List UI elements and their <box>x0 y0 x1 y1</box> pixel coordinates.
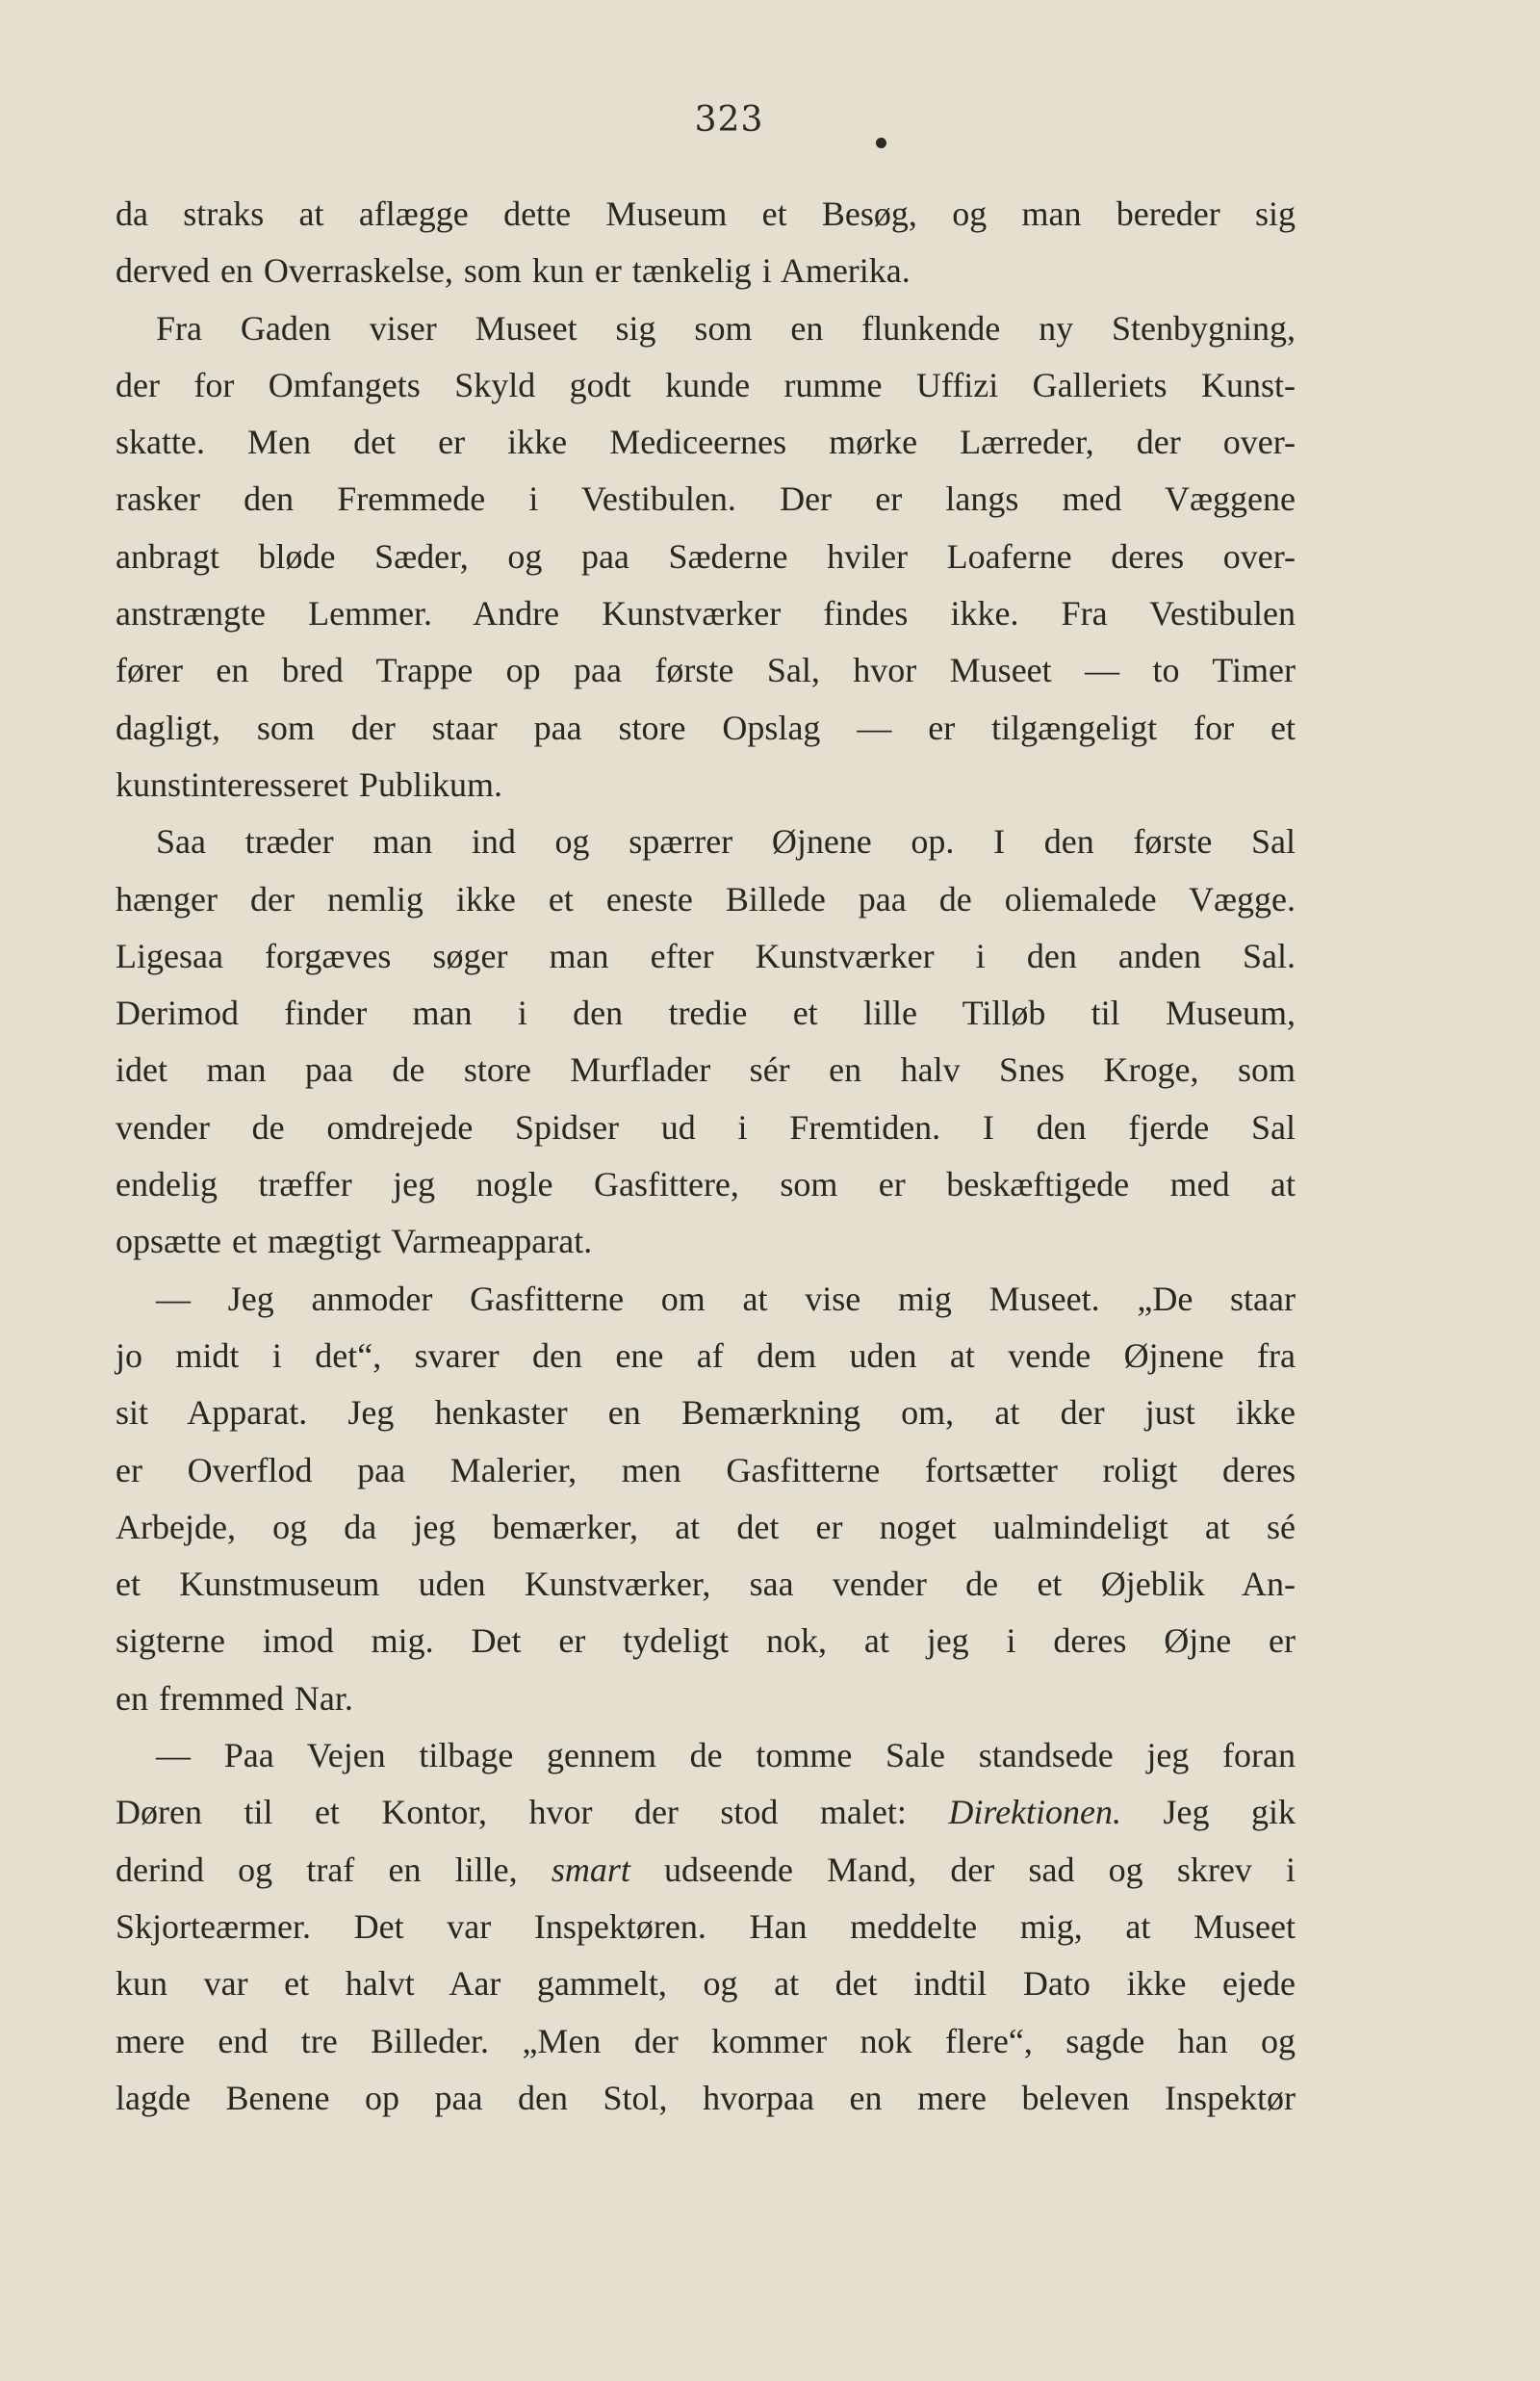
text-line: kun var et halvt Aar gammelt, og at det indtil Dato ikke ejede <box>116 1964 1296 2004</box>
text-segment: Døren til et Kontor, hvor der stod malet: <box>116 1793 949 1832</box>
text-line: Skjorteærmer. Det var Inspektøren. Han meddelte mig, at Museet <box>116 1906 1296 1946</box>
text-line: skatte. Men det er ikke Mediceernes mørke Lærreder, der over- <box>116 423 1296 462</box>
text-line: Saa træder man ind og spærrer Øjnene op. I den første Sal <box>156 822 1296 862</box>
text-line: fører en bred Trappe op paa første Sal, hvor Museet — to Timer <box>116 651 1296 690</box>
text-segment: Jeg gik <box>1121 1793 1296 1832</box>
text-line <box>116 1842 1296 1899</box>
italic-text: smart <box>551 1850 630 1889</box>
text-line: jo midt i det“, svarer den ene af dem uden at vende Øjnene fra <box>116 1335 1296 1375</box>
text-segment: derind og traf en lille, <box>116 1850 552 1889</box>
text-line: anstrængte Lemmer. Andre Kunstværker findes ikke. Fra Vestibulen <box>116 594 1296 634</box>
text-line: vender de omdrejede Spidser ud i Fremtiden. I den fjerde Sal <box>116 1107 1296 1147</box>
text-line: mere end tre Billeder. „Men der kommer nok flere“, sagde han og <box>116 2021 1296 2060</box>
text-line: da straks at aflægge dette Museum et Besøg, og man bereder sig <box>116 194 1296 233</box>
body-text <box>116 186 1296 2127</box>
text-line: Derimod finder man i den tredie et lille Tilløb til Museum, <box>116 994 1296 1033</box>
text-line: idet man paa de store Murflader sér en halv Snes Kroge, som <box>116 1050 1296 1090</box>
text-line: dagligt, som der staar paa store Opslag — er tilgængeligt for et <box>116 708 1296 747</box>
text-line: en fremmed Nar. <box>116 1678 353 1718</box>
text-line: Fra Gaden viser Museet sig som en flunkende ny Stenbygning, <box>156 308 1296 348</box>
text-line: et Kunstmuseum uden Kunstværker, saa vender de et Øjeblik An- <box>116 1565 1296 1604</box>
text-line: kunstinteresseret Publikum. <box>116 764 502 804</box>
text-line: — Jeg anmoder Gasfitterne om at vise mig Museet. „De staar <box>156 1279 1296 1318</box>
italic-text: Direktionen. <box>948 1793 1122 1832</box>
text-line: derved en Overraskelse, som kun er tænkelig i Amerika. <box>116 251 911 291</box>
text-line: Arbejde, og da jeg bemærker, at det er noget ualmindeligt at sé <box>116 1507 1296 1546</box>
text-line: der for Omfangets Skyld godt kunde rumme Uffizi Galleriets Kunst- <box>116 365 1296 404</box>
page-number: 323 <box>694 100 764 140</box>
text-line: sigterne imod mig. Det er tydeligt nok, at jeg i deres Øjne er <box>116 1621 1296 1661</box>
text-line: sit Apparat. Jeg henkaster en Bemærkning om, at der just ikke <box>116 1393 1296 1433</box>
text-line: er Overflod paa Malerier, men Gasfitterne fortsætter roligt deres <box>116 1450 1296 1489</box>
text-line <box>116 1784 1296 1841</box>
ink-dot <box>876 138 886 148</box>
text-segment: udseende Mand, der sad og skrev i <box>629 1850 1296 1889</box>
text-line: endelig træffer jeg nogle Gasfittere, som er beskæftigede med at <box>116 1165 1296 1204</box>
text-line: — Paa Vejen tilbage gennem de tomme Sale standsede jeg foran <box>156 1736 1296 1775</box>
text-line: Ligesaa forgæves søger man efter Kunstværker i den anden Sal. <box>116 936 1296 975</box>
text-line: opsætte et mægtigt Varmeapparat. <box>116 1222 593 1261</box>
text-line: lagde Benene op paa den Stol, hvorpaa en mere beleven Inspektør <box>116 2078 1296 2117</box>
text-line: rasker den Fremmede i Vestibulen. Der er langs med Væggene <box>116 479 1296 519</box>
text-line: anbragt bløde Sæder, og paa Sæderne hviler Loaferne deres over- <box>116 536 1296 576</box>
text-line: hænger der nemlig ikke et eneste Billede paa de oliemalede Vægge. <box>116 879 1296 919</box>
